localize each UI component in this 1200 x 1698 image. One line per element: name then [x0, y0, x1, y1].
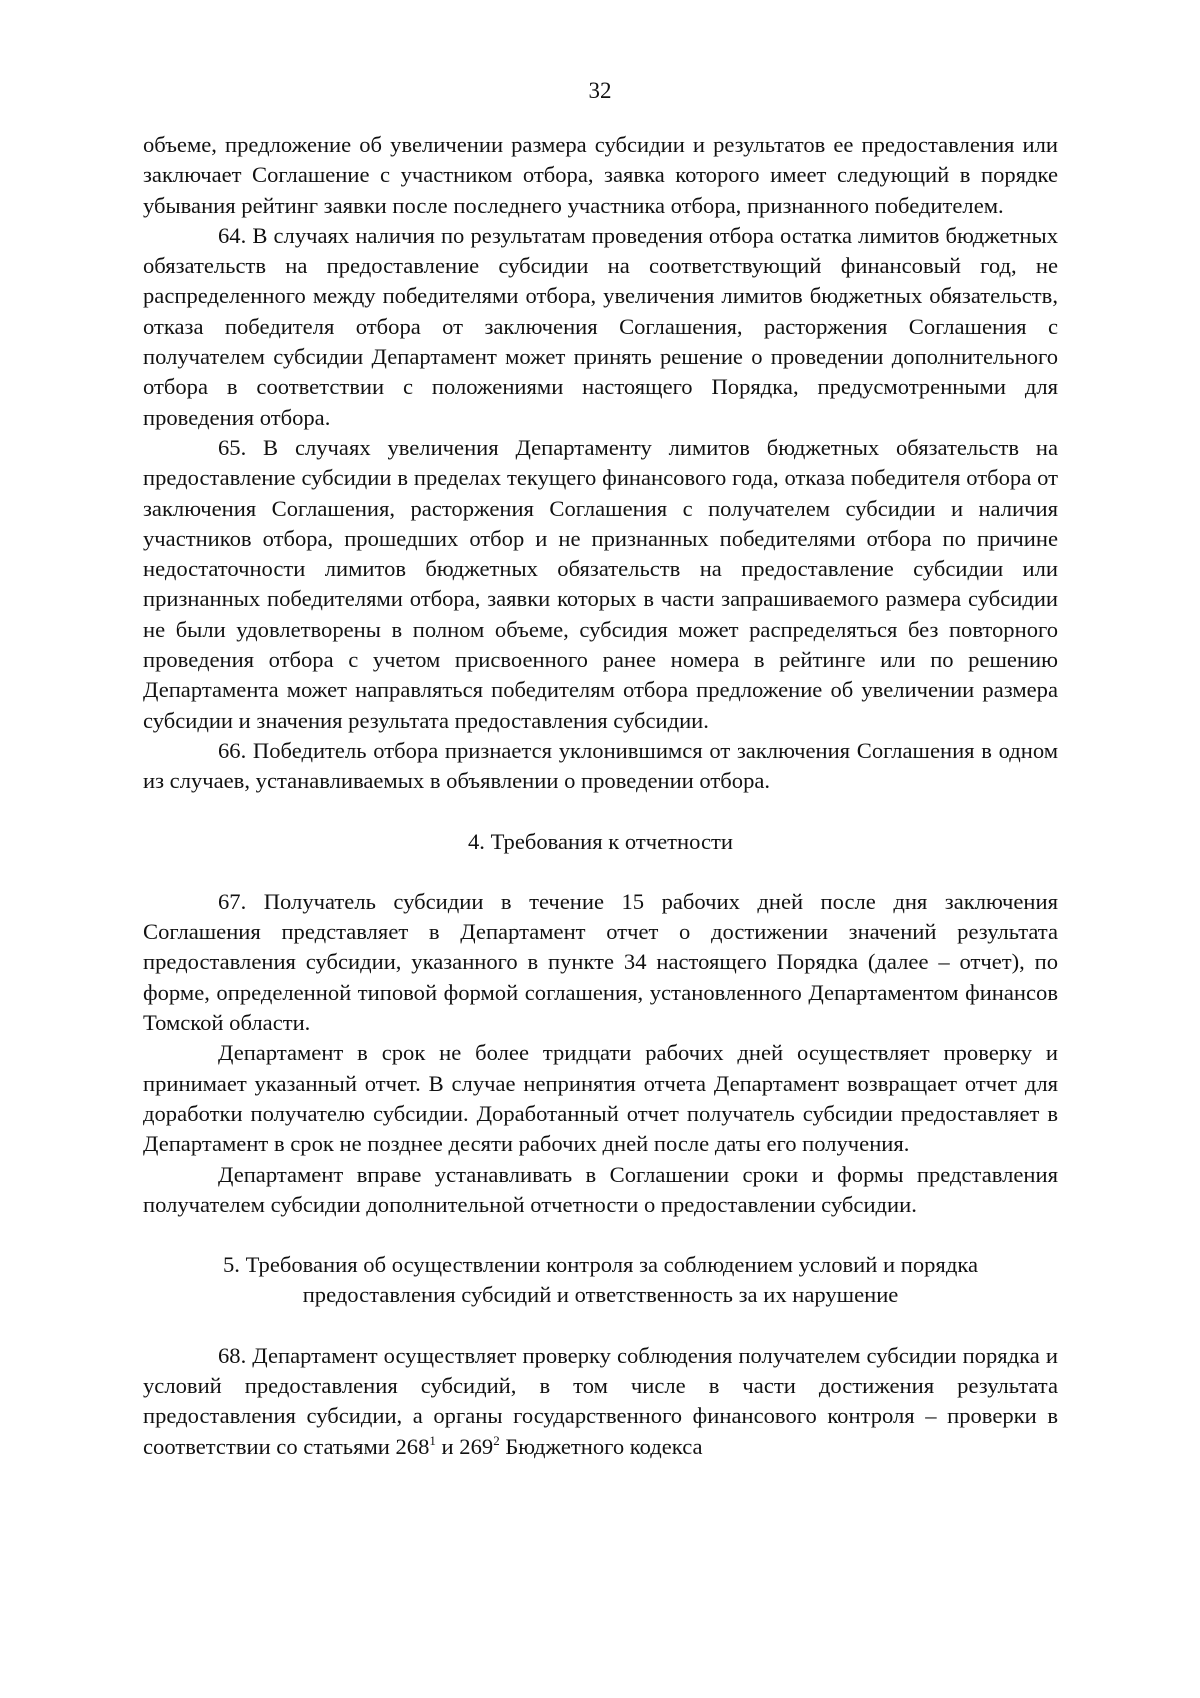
document-body — [143, 130, 1058, 1462]
paragraph-66: 66. Победитель отбора признается уклонившимся от заключения Соглашения в одном из случаев, устанавливаемых в объявлении о проведении отбора. — [143, 737, 1058, 794]
section-heading-4: 4. Требования к отчетности — [468, 828, 733, 854]
paragraph-67-additional-reporting: Департамент вправе устанавливать в Соглашении сроки и формы представления получателем субсидии дополнительной отчетности о предоставлении субсидии. — [143, 1161, 1058, 1217]
paragraph-68-text-1: 68. Департамент осуществляет проверку соблюдения получателем субсидии порядка и условий предоставления субсидий, в том числе в части достижения результата предоставления субсидии, а органы государственного финансового контроля – проверки в соответствии со статьями 268 — [143, 1342, 1058, 1459]
paragraph-64: 64. В случаях наличия по результатам проведения отбора остатка лимитов бюджетных обязательств на предоставление субсидии на соответствующий финансовый год, не распределенного между победителями отбора, увеличения лимитов бюджетных обязательств, отказа победителя отбора от заключения Соглашения, расторжения Соглашения с получателем субсидии Департамент может принять решение о проведении дополнительного отбора в соответствии с положениями настоящего Порядка, предусмотренными для проведения отбора. — [143, 222, 1058, 430]
page-number: 32 — [588, 78, 612, 103]
section-heading-5 — [143, 1250, 1058, 1311]
superscript-1: 1 — [429, 1432, 436, 1448]
section-heading-5-line-2: предоставления субсидий и ответственность за их нарушение — [302, 1282, 899, 1308]
paragraph-68-text-3: Бюджетного кодекса — [499, 1433, 703, 1459]
paragraph-68-text-2: и 269 — [435, 1433, 494, 1459]
paragraph-67: 67. Получатель субсидии в течение 15 рабочих дней после дня заключения Соглашения представляет в Департамент отчет о достижении значений результата предоставления субсидии, указанного в пункте 34 настоящего Порядка (далее – отчет), по форме, определенной типовой формой соглашения, установленного Департаментом финансов Томской области. — [143, 888, 1058, 1036]
superscript-2: 2 — [493, 1432, 500, 1448]
paragraph-65: 65. В случаях увеличения Департаменту лимитов бюджетных обязательств на предоставление субсидии в пределах текущего финансового года, отказа победителя отбора от заключения Соглашения, расторжения Соглашения с получателем субсидии и наличия участников отбора, прошедших отбор и не признанных победителями отбора по причине недостаточности лимитов бюджетных обязательств на предоставление субсидии или признанных победителями отбора, заявки которых в части запрашиваемого размера субсидии не были удовлетворены в полном объеме, субсидия может распределяться без повторного проведения отбора с учетом присвоенного ранее номера в рейтинге или по решению Департамента может направляться победителям отбора предложение об увеличении размера субсидии и значения результата предоставления субсидии. — [143, 434, 1058, 733]
section-heading-5-line-1: 5. Требования об осуществлении контроля за соблюдением условий и порядка — [223, 1252, 978, 1278]
paragraph-68 — [143, 1341, 1058, 1462]
paragraph-continuation: объеме, предложение об увеличении размера субсидии и результатов ее предоставления или заключает Соглашение с участником отбора, заявка которого имеет следующий в порядке убывания рейтинг заявки после последнего участника отбора, признанного победителем. — [143, 132, 1058, 218]
paragraph-67-report-check: Департамент в срок не более тридцати рабочих дней осуществляет проверку и принимает указанный отчет. В случае непринятия отчета Департамент возвращает отчет для доработки получателю субсидии. Доработанный отчет получатель субсидии предоставляет в Департамент в срок не позднее десяти рабочих дней после даты его получения. — [143, 1040, 1058, 1157]
